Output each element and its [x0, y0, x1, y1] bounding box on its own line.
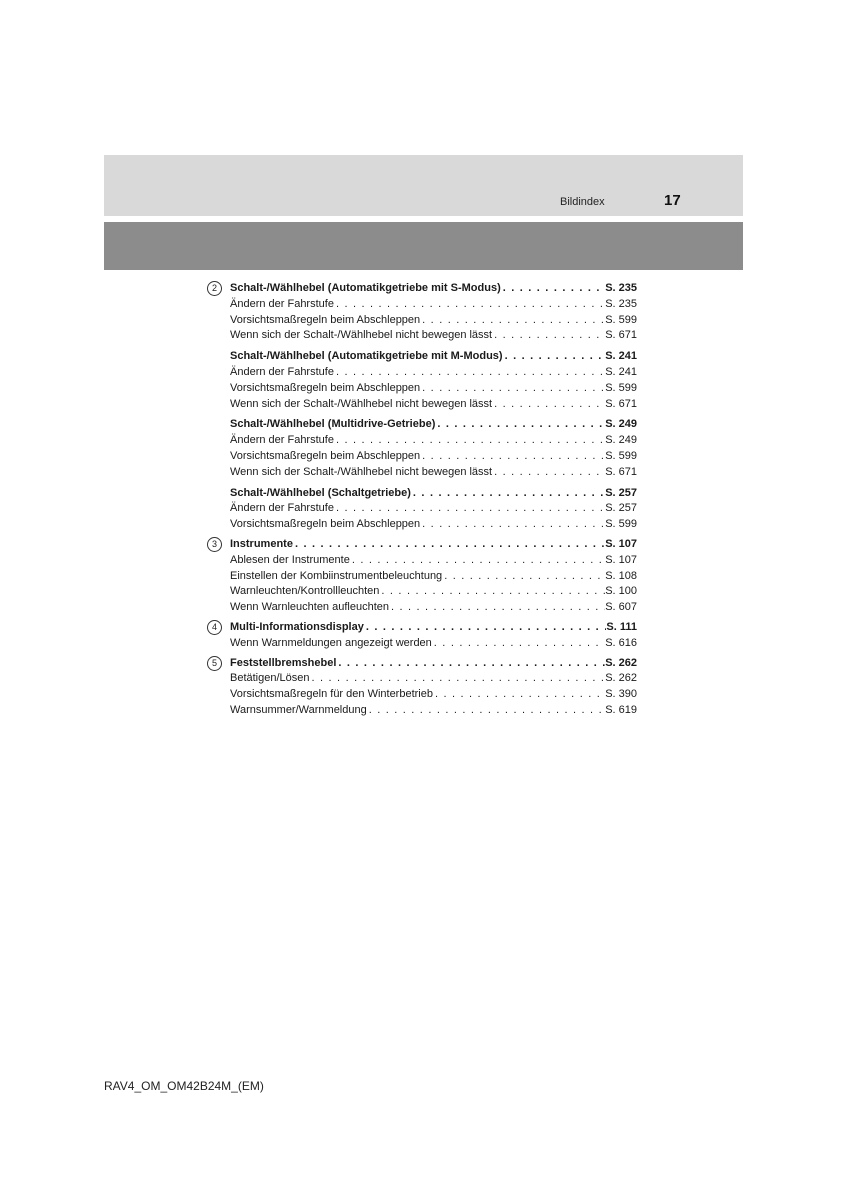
entry-page: S. 619 — [605, 703, 637, 716]
index-entry[interactable] — [230, 328, 637, 344]
heading-page: S. 257 — [605, 486, 637, 499]
leader-dots — [420, 449, 605, 465]
entry-page: S. 108 — [605, 569, 637, 582]
heading-title: Schalt-/Wählhebel (Automatikgetriebe mit M-Modus) — [230, 350, 503, 363]
heading-title: Multi-Informationsdisplay — [230, 620, 364, 633]
entry-page: S. 599 — [605, 381, 637, 394]
heading-page: S. 262 — [605, 656, 637, 669]
entry-label: Wenn sich der Schalt-/Wählhebel nicht bewegen lässt — [230, 465, 493, 478]
entry-label: Vorsichtsmaßregeln für den Winterbetrieb — [230, 688, 433, 701]
entry-label: Warnleuchten/Kontrollleuchten — [230, 585, 380, 598]
page-number: 17 — [664, 192, 681, 209]
entry-label: Vorsichtsmaßregeln beim Abschleppen — [230, 381, 421, 394]
index-entry[interactable] — [230, 584, 637, 600]
header-band-dark — [104, 222, 743, 270]
index-entry[interactable] — [230, 365, 637, 381]
leader-dots — [501, 281, 605, 297]
leader-dots — [492, 465, 605, 481]
entry-label: Ändern der Fahrstufe — [230, 502, 334, 515]
heading-title: Schalt-/Wählhebel (Multidrive-Getriebe) — [230, 418, 436, 431]
entry-label: Vorsichtsmaßregeln beim Abschleppen — [230, 449, 421, 462]
entry-label: Ablesen der Instrumente — [230, 553, 350, 566]
index-heading[interactable] — [230, 281, 637, 297]
index-entry[interactable] — [230, 381, 637, 397]
leader-dots — [336, 656, 605, 672]
heading-page: S. 111 — [606, 620, 637, 633]
leader-dots — [367, 703, 605, 719]
entry-label: Wenn sich der Schalt-/Wählhebel nicht bewegen lässt — [230, 397, 493, 410]
leader-dots — [411, 486, 605, 502]
index-heading[interactable] — [230, 486, 637, 502]
leader-dots — [364, 620, 607, 636]
entry-label: Ändern der Fahrstufe — [230, 297, 334, 310]
heading-page: S. 241 — [605, 350, 637, 363]
entry-page: S. 671 — [605, 465, 637, 478]
leader-dots — [334, 433, 605, 449]
heading-title: Schalt-/Wählhebel (Schaltgetriebe) — [230, 486, 411, 499]
index-block — [230, 417, 637, 480]
entry-page: S. 262 — [605, 672, 637, 685]
entry-page: S. 249 — [605, 434, 637, 447]
heading-title: Feststellbremshebel — [230, 656, 337, 669]
leader-dots — [420, 517, 605, 533]
index-group — [207, 281, 637, 533]
index-group — [207, 537, 637, 616]
entry-page: S. 671 — [605, 397, 637, 410]
leader-dots — [492, 328, 605, 344]
leader-dots — [503, 349, 606, 365]
entry-page: S. 599 — [605, 313, 637, 326]
entry-page: S. 599 — [605, 449, 637, 462]
index-entry[interactable] — [230, 600, 637, 616]
index-entry[interactable] — [230, 313, 637, 329]
leader-dots — [334, 501, 605, 517]
entry-page: S. 107 — [605, 553, 637, 566]
index-heading[interactable] — [230, 417, 637, 433]
header-band-light — [104, 155, 743, 216]
index-group — [207, 656, 637, 719]
heading-title: Schalt-/Wählhebel (Automatikgetriebe mit S-Modus) — [230, 282, 501, 294]
leader-dots — [389, 600, 605, 616]
entry-label: Wenn Warnleuchten aufleuchten — [230, 601, 389, 614]
entry-label: Vorsichtsmaßregeln beim Abschleppen — [230, 518, 421, 531]
entry-page: S. 616 — [605, 636, 637, 649]
index-entry[interactable] — [230, 636, 637, 652]
entry-label: Wenn sich der Schalt-/Wählhebel nicht bewegen lässt — [230, 329, 493, 342]
entry-page: S. 241 — [605, 365, 637, 378]
index-entry[interactable] — [230, 703, 637, 719]
circled-number-marker: 4 — [207, 620, 222, 635]
leader-dots — [379, 584, 605, 600]
entry-page: S. 607 — [605, 601, 637, 614]
document-code: RAV4_OM_OM42B24M_(EM) — [104, 1079, 264, 1093]
index-block — [230, 656, 637, 719]
entry-page: S. 257 — [605, 502, 637, 515]
index-heading[interactable] — [230, 656, 637, 672]
leader-dots — [420, 381, 605, 397]
entry-label: Wenn Warnmeldungen angezeigt werden — [230, 636, 432, 649]
index-heading[interactable] — [230, 349, 637, 365]
entry-label: Einstellen der Kombiinstrumentbeleuchtung — [230, 569, 443, 582]
entry-label: Ändern der Fahrstufe — [230, 365, 334, 378]
leader-dots — [435, 417, 605, 433]
entry-label: Ändern der Fahrstufe — [230, 434, 334, 447]
entry-page: S. 390 — [605, 688, 637, 701]
circled-number-marker: 2 — [207, 281, 222, 296]
index-entry[interactable] — [230, 687, 637, 703]
heading-title: Instrumente — [230, 537, 293, 550]
index-heading[interactable] — [230, 620, 637, 636]
index-entry[interactable] — [230, 553, 637, 569]
index-entry[interactable] — [230, 297, 637, 313]
index-heading[interactable] — [230, 537, 637, 553]
entry-page: S. 100 — [605, 585, 637, 598]
index-entry[interactable] — [230, 569, 637, 585]
leader-dots — [334, 365, 605, 381]
index-entry[interactable] — [230, 671, 637, 687]
entry-page: S. 599 — [605, 518, 637, 531]
index-entry[interactable] — [230, 501, 637, 517]
section-title: Bildindex — [560, 196, 605, 208]
leader-dots — [293, 537, 605, 553]
entry-page: S. 235 — [605, 297, 637, 310]
index-block — [230, 537, 637, 616]
leader-dots — [350, 553, 605, 569]
leader-dots — [420, 313, 605, 329]
heading-page: S. 249 — [605, 418, 637, 431]
entry-label: Vorsichtsmaßregeln beim Abschleppen — [230, 313, 421, 326]
index-entry[interactable] — [230, 517, 637, 533]
leader-dots — [442, 569, 605, 585]
index-block — [230, 620, 637, 652]
index-entry[interactable] — [230, 465, 637, 481]
leader-dots — [492, 397, 605, 413]
index-block — [230, 349, 637, 412]
leader-dots — [334, 297, 605, 313]
index-list — [207, 281, 637, 719]
index-entry[interactable] — [230, 397, 637, 413]
heading-page: S. 235 — [605, 282, 637, 294]
index-block — [230, 486, 637, 533]
circled-number-marker: 3 — [207, 537, 222, 552]
leader-dots — [433, 687, 605, 703]
heading-page: S. 107 — [605, 537, 637, 550]
index-entry[interactable] — [230, 449, 637, 465]
circled-number-marker: 5 — [207, 656, 222, 671]
leader-dots — [310, 671, 606, 687]
index-entry[interactable] — [230, 433, 637, 449]
leader-dots — [432, 636, 605, 652]
index-block — [230, 281, 637, 344]
index-group — [207, 620, 637, 652]
entry-label: Warnsummer/Warnmeldung — [230, 703, 367, 716]
entry-page: S. 671 — [605, 329, 637, 342]
entry-label: Betätigen/Lösen — [230, 672, 310, 685]
